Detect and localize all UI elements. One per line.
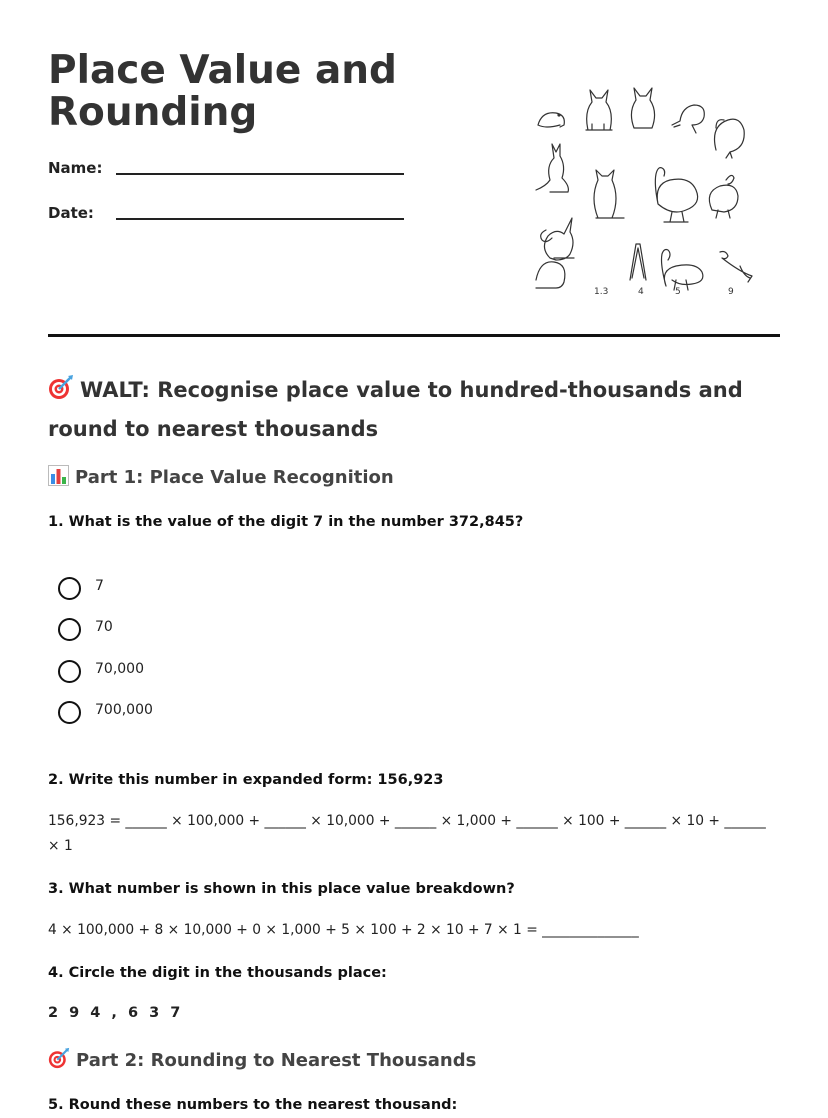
question-2-expression: 156,923 = ______ × 100,000 + ______ × 10,000 + ______ × 1,000 + ______ × 100 + ______ × 10 + ______ × 1 — [48, 813, 766, 854]
question-4: 4. Circle the digit in the thousands place: — [48, 965, 387, 981]
question-1: 1. What is the value of the digit 7 in the number 372,845? — [48, 514, 524, 530]
q1-option-4-label: 700,000 — [95, 702, 153, 718]
name-label: Name: — [48, 159, 103, 177]
radio-circle[interactable] — [58, 701, 81, 724]
question-4-number[interactable]: 2 9 4 , 6 3 7 — [48, 1005, 184, 1021]
australian-animals-illustration — [526, 80, 766, 305]
walt-text: WALT: Recognise place value to hundred-thousands and round to nearest thousands — [48, 378, 743, 441]
date-field — [48, 204, 94, 222]
figure-label-4: 9 — [728, 287, 734, 297]
question-3-expression: 4 × 100,000 + 8 × 10,000 + 0 × 1,000 + 5 × 100 + 2 × 10 + 7 × 1 = ______________ — [48, 922, 639, 938]
radio-circle[interactable] — [58, 577, 81, 600]
date-label: Date: — [48, 204, 94, 222]
date-line[interactable] — [116, 218, 404, 220]
part2-heading — [48, 1047, 476, 1074]
part2-heading-text: Part 2: Rounding to Nearest Thousands — [76, 1050, 477, 1071]
walt-heading — [48, 372, 780, 447]
header-divider — [48, 334, 780, 337]
question-3: 3. What number is shown in this place value breakdown? — [48, 881, 515, 897]
figure-label-2: 4 — [638, 287, 644, 297]
radio-circle[interactable] — [58, 660, 81, 683]
figure-label-1: 1.3 — [594, 287, 609, 297]
name-line[interactable] — [116, 173, 404, 175]
target-icon — [48, 374, 74, 411]
q1-option-3-label: 70,000 — [95, 661, 144, 677]
question-5: 5. Round these numbers to the nearest thousand: — [48, 1097, 458, 1113]
q1-option-2-label: 70 — [95, 619, 113, 635]
bar-chart-icon — [48, 465, 69, 491]
name-field — [48, 159, 102, 177]
q1-option-1-label: 7 — [95, 578, 104, 594]
part1-heading — [48, 465, 394, 491]
figure-label-3: 5 — [675, 287, 681, 297]
target-icon — [48, 1047, 70, 1074]
question-2: 2. Write this number in expanded form: 156,923 — [48, 772, 444, 788]
radio-circle[interactable] — [58, 618, 81, 641]
part1-heading-text: Part 1: Place Value Recognition — [75, 467, 394, 488]
page-title: Place Value and Rounding — [48, 48, 397, 135]
